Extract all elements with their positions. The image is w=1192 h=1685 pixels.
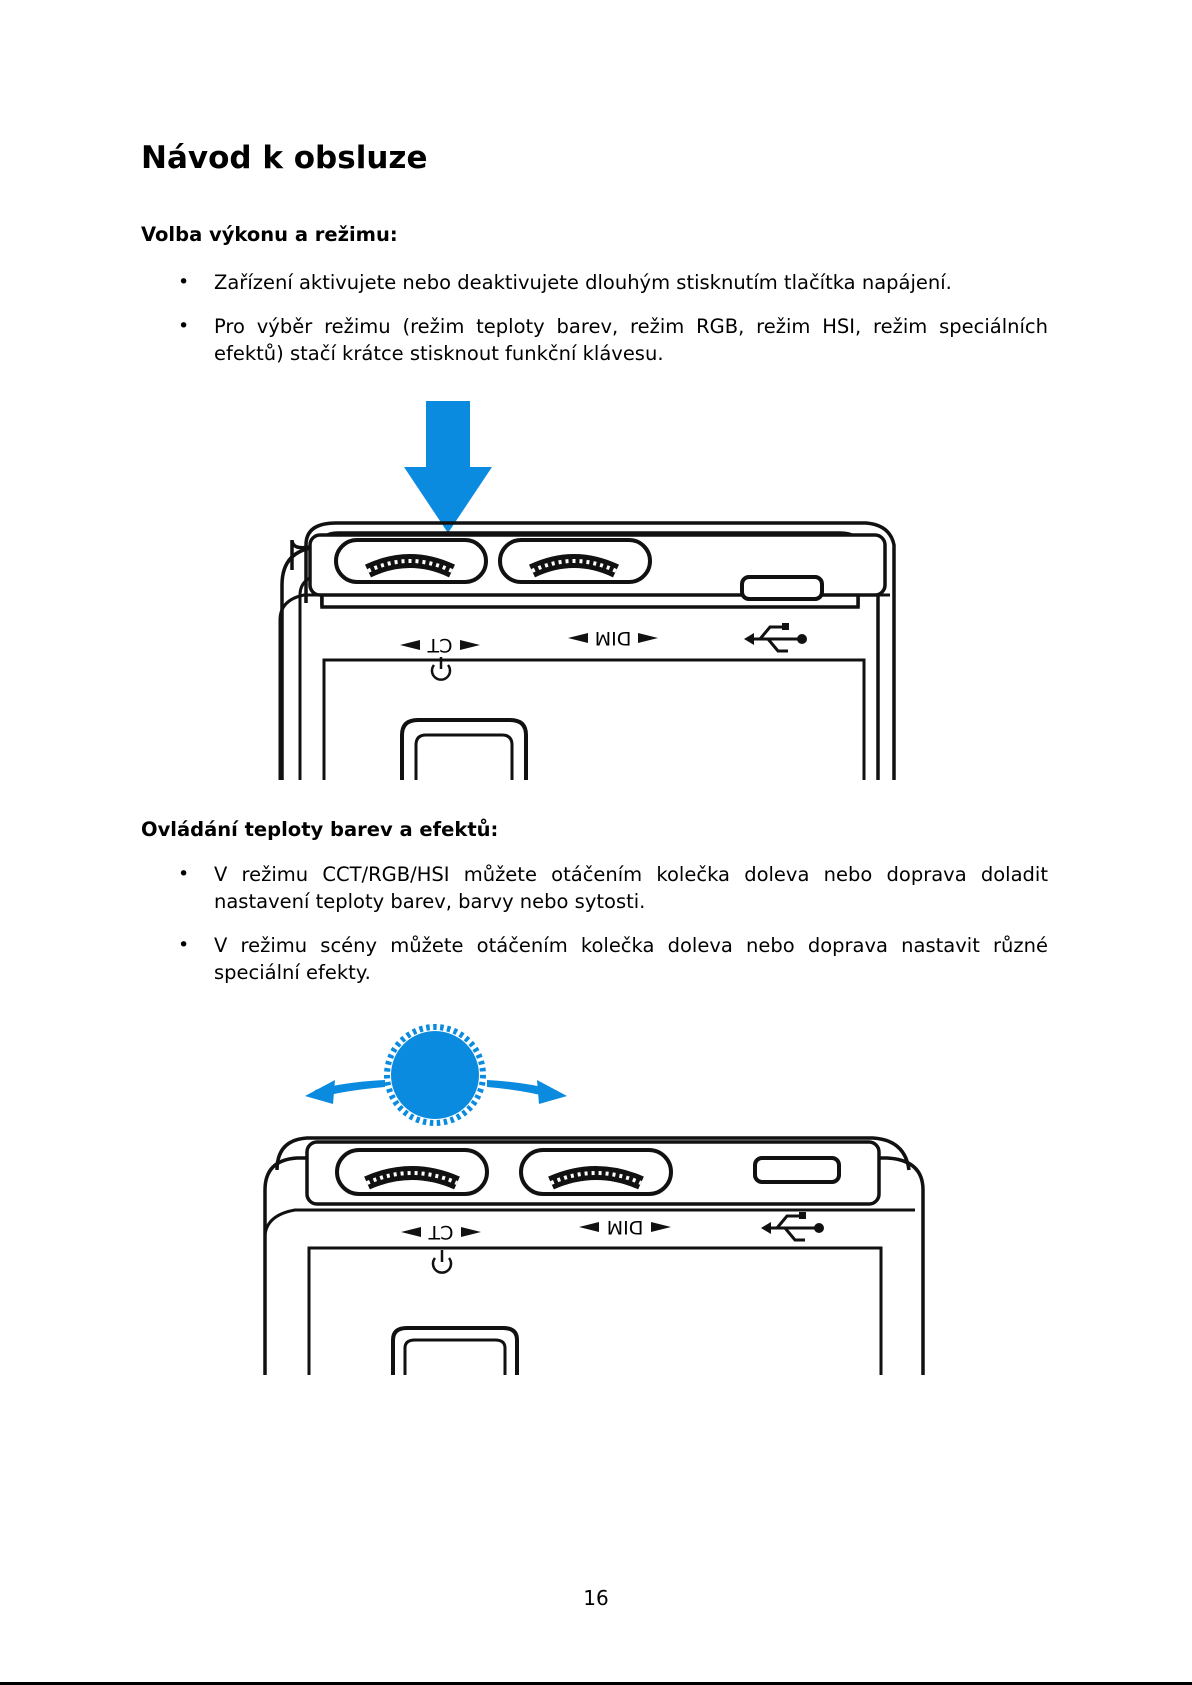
figure-rotate-wheel [255, 1010, 935, 1380]
ct-label [401, 1221, 481, 1243]
svg-text:DIM: DIM [594, 627, 632, 649]
svg-text:DIM: DIM [606, 1216, 644, 1238]
section-heading-color-effects: Ovládání teploty barev a efektů: [141, 818, 499, 841]
dim-label [579, 1216, 671, 1238]
svg-text:CT: CT [428, 1221, 454, 1243]
dim-label [568, 627, 658, 649]
usb-icon [761, 1212, 824, 1240]
svg-text:CT: CT [427, 634, 453, 656]
list-item: • V režimu CCT/RGB/HSI můžete otáčením kolečka doleva nebo doprava doladit nastavení teploty barev, barvy nebo sytosti. [141, 861, 1048, 915]
section-heading-power-mode: Volba výkonu a režimu: [141, 223, 398, 246]
figure-press-button [270, 395, 920, 785]
page-number: 16 [583, 1586, 609, 1610]
list-item: • Pro výběr režimu (režim teploty barev, režim RGB, režim HSI, režim speciálních efektů) stačí krátce stisknout funkční klávesu. [141, 313, 1048, 367]
bullet-list-color-effects [141, 861, 1048, 1003]
usb-icon [744, 623, 807, 651]
list-item: • Zařízení aktivujete nebo deaktivujete dlouhým stisknutím tlačítka napájení. [141, 269, 1048, 296]
down-arrow-icon [404, 401, 492, 533]
page-title: Návod k obsluze [141, 140, 428, 176]
bullet-list-power-mode [141, 269, 1048, 384]
ct-label [400, 634, 480, 656]
power-icon [433, 1250, 451, 1273]
list-item: • V režimu scény můžete otáčením kolečka doleva nebo doprava nastavit různé speciální efekty. [141, 932, 1048, 986]
wheel-icon [387, 1027, 483, 1123]
